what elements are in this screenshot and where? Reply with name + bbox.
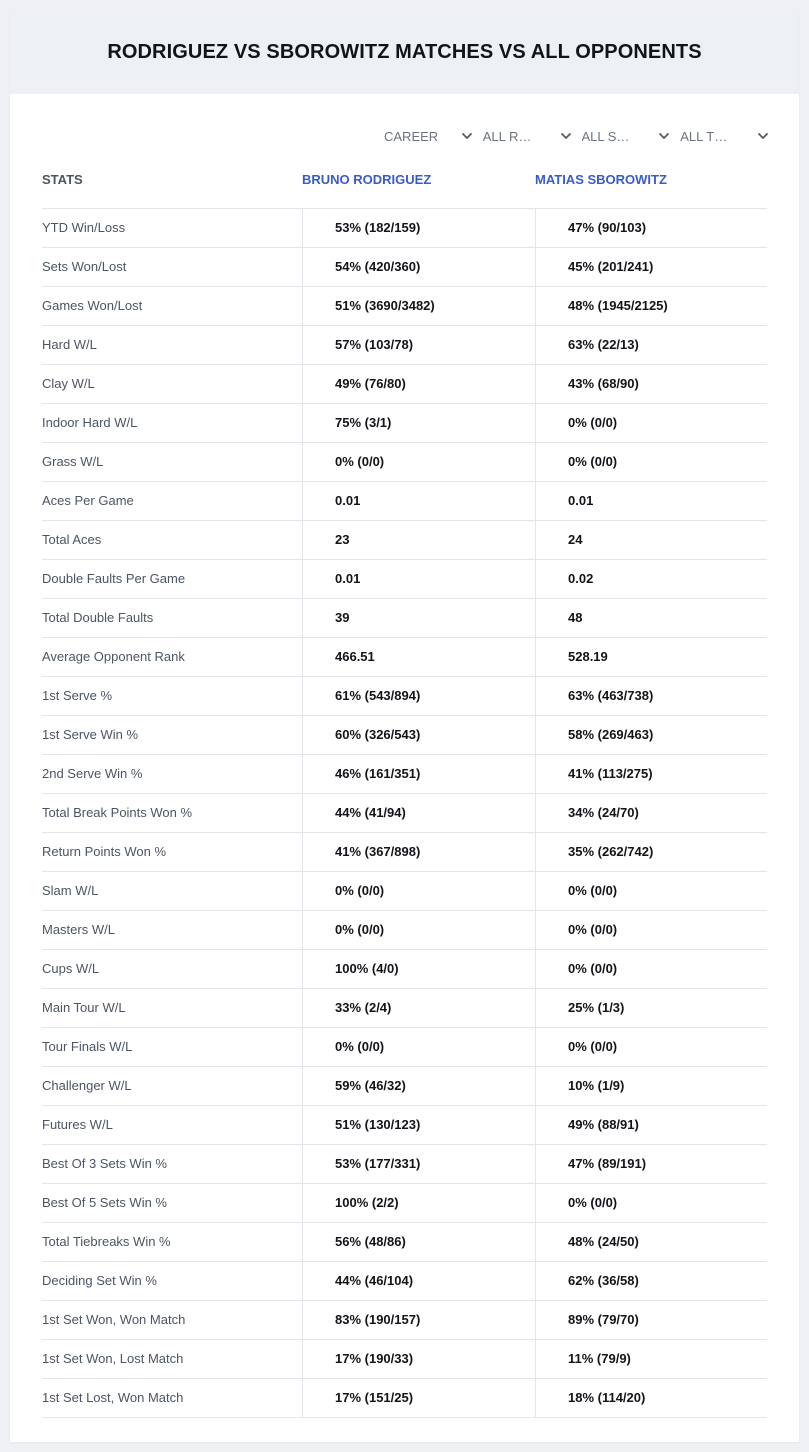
player2-value: 0.02: [535, 560, 767, 598]
stat-label: Return Points Won %: [42, 844, 167, 859]
stat-label: 1st Set Won, Won Match: [42, 1312, 186, 1327]
table-row: [42, 1067, 767, 1106]
table-row: [42, 599, 767, 638]
stat-label: Hard W/L: [42, 337, 97, 352]
stat-label: Best Of 5 Sets Win %: [42, 1195, 167, 1210]
page-title: RODRIGUEZ VS SBOROWITZ MATCHES VS ALL OPPONENTS: [107, 40, 702, 63]
player1-value: 49% (76/80): [302, 365, 535, 403]
stat-label: Slam W/L: [42, 883, 99, 898]
player1-value: 466.51: [302, 638, 535, 676]
table-row: [42, 482, 767, 521]
stat-label: Total Double Faults: [42, 610, 154, 625]
stats-card: [10, 10, 799, 1442]
player1-value: 60% (326/543): [302, 716, 535, 754]
player1-value: 33% (2/4): [302, 989, 535, 1027]
stat-label: Average Opponent Rank: [42, 649, 185, 664]
player1-value: 54% (420/360): [302, 248, 535, 286]
table-row: [42, 716, 767, 755]
table-row: [42, 287, 767, 326]
table-row: [42, 989, 767, 1028]
player1-value: 51% (130/123): [302, 1106, 535, 1144]
player1-value: 23: [302, 521, 535, 559]
player2-value: 41% (113/275): [535, 755, 767, 793]
table-row: [42, 950, 767, 989]
player2-value: 35% (262/742): [535, 833, 767, 871]
player2-value: 48% (24/50): [535, 1223, 767, 1261]
filter-label: CAREER: [384, 129, 439, 144]
filter-label: ALL S…: [581, 129, 630, 144]
player2-value: 0% (0/0): [535, 443, 767, 481]
player2-value: 0.01: [535, 482, 767, 520]
chevron-down-icon: [757, 130, 769, 142]
player2-value: 0% (0/0): [535, 950, 767, 988]
table-row: [42, 404, 767, 443]
player2-value: 25% (1/3): [535, 989, 767, 1027]
stat-label: YTD Win/Loss: [42, 220, 126, 235]
stat-label: 1st Set Lost, Won Match: [42, 1390, 184, 1405]
player2-value: 45% (201/241): [535, 248, 767, 286]
player1-value: 59% (46/32): [302, 1067, 535, 1105]
player1-value: 53% (182/159): [302, 209, 535, 247]
player1-value: 100% (4/0): [302, 950, 535, 988]
player2-value: 0% (0/0): [535, 911, 767, 949]
player1-value: 51% (3690/3482): [302, 287, 535, 325]
player1-value: 0.01: [302, 560, 535, 598]
player1-value: 56% (48/86): [302, 1223, 535, 1261]
stat-label: Cups W/L: [42, 961, 100, 976]
player2-value: 11% (79/9): [535, 1340, 767, 1378]
player2-value: 18% (114/20): [535, 1379, 767, 1417]
stat-label: Total Tiebreaks Win %: [42, 1234, 171, 1249]
player1-value: 100% (2/2): [302, 1184, 535, 1222]
table-row: [42, 365, 767, 404]
player1-value: 17% (151/25): [302, 1379, 535, 1417]
player1-value: 75% (3/1): [302, 404, 535, 442]
filter-label: ALL T…: [680, 129, 728, 144]
player2-value: 34% (24/70): [535, 794, 767, 832]
column-header-stats: STATS: [42, 172, 83, 187]
player1-value: 44% (41/94): [302, 794, 535, 832]
stat-label: Sets Won/Lost: [42, 259, 127, 274]
chevron-down-icon: [560, 130, 572, 142]
player1-value: 0% (0/0): [302, 872, 535, 910]
stat-label: 2nd Serve Win %: [42, 766, 143, 781]
stat-label: Clay W/L: [42, 376, 95, 391]
table-row: [42, 1379, 767, 1418]
player2-value: 49% (88/91): [535, 1106, 767, 1144]
player1-value: 39: [302, 599, 535, 637]
player1-value: 0% (0/0): [302, 1028, 535, 1066]
filter-round-select[interactable]: [483, 126, 572, 146]
player2-value: 89% (79/70): [535, 1301, 767, 1339]
player2-value: 528.19: [535, 638, 767, 676]
filter-label: ALL R…: [482, 129, 532, 144]
stat-label: Main Tour W/L: [42, 1000, 126, 1015]
player2-value: 62% (36/58): [535, 1262, 767, 1300]
player1-value: 0% (0/0): [302, 443, 535, 481]
table-row: [42, 638, 767, 677]
stats-table: [42, 160, 767, 1418]
table-row: [42, 794, 767, 833]
player2-value: 48% (1945/2125): [535, 287, 767, 325]
player2-value: 48: [535, 599, 767, 637]
stat-label: Masters W/L: [42, 922, 115, 937]
player2-value: 43% (68/90): [535, 365, 767, 403]
player2-value: 47% (89/191): [535, 1145, 767, 1183]
stat-label: 1st Set Won, Lost Match: [42, 1351, 184, 1366]
player1-value: 53% (177/331): [302, 1145, 535, 1183]
player1-value: 0% (0/0): [302, 911, 535, 949]
stat-label: Aces Per Game: [42, 493, 134, 508]
stat-label: Challenger W/L: [42, 1078, 132, 1093]
table-row: [42, 1184, 767, 1223]
player1-value: 17% (190/33): [302, 1340, 535, 1378]
player1-value: 46% (161/351): [302, 755, 535, 793]
table-row: [42, 1145, 767, 1184]
player2-value: 63% (22/13): [535, 326, 767, 364]
player2-value: 47% (90/103): [535, 209, 767, 247]
player1-value: 83% (190/157): [302, 1301, 535, 1339]
player1-value: 44% (46/104): [302, 1262, 535, 1300]
table-row: [42, 755, 767, 794]
stat-label: 1st Serve Win %: [42, 727, 139, 742]
stat-label: Deciding Set Win %: [42, 1273, 157, 1288]
player2-link[interactable]: MATIAS SBOROWITZ: [535, 172, 667, 187]
table-row: [42, 1301, 767, 1340]
stat-label: Futures W/L: [42, 1117, 113, 1132]
player1-link[interactable]: BRUNO RODRIGUEZ: [302, 172, 432, 187]
stat-label: Double Faults Per Game: [42, 571, 186, 586]
stat-label: 1st Serve %: [42, 688, 113, 703]
table-row: [42, 677, 767, 716]
player1-value: 41% (367/898): [302, 833, 535, 871]
player2-value: 0% (0/0): [535, 1028, 767, 1066]
table-header: [42, 160, 767, 209]
player1-value: 0.01: [302, 482, 535, 520]
player2-value: 63% (463/738): [535, 677, 767, 715]
stat-label: Total Break Points Won %: [42, 805, 193, 820]
stat-label: Best Of 3 Sets Win %: [42, 1156, 167, 1171]
table-row: [42, 833, 767, 872]
filter-tournament-select[interactable]: [680, 126, 769, 146]
table-body: [42, 209, 767, 1418]
table-row: [42, 872, 767, 911]
chevron-down-icon: [658, 130, 670, 142]
player1-value: 57% (103/78): [302, 326, 535, 364]
table-row: [42, 911, 767, 950]
player2-value: 10% (1/9): [535, 1067, 767, 1105]
player2-value: 0% (0/0): [535, 1184, 767, 1222]
table-row: [42, 209, 767, 248]
player1-value: 61% (543/894): [302, 677, 535, 715]
table-row: [42, 443, 767, 482]
card-header: [10, 10, 799, 94]
chevron-down-icon: [461, 130, 473, 142]
stat-label: Indoor Hard W/L: [42, 415, 138, 430]
table-row: [42, 521, 767, 560]
table-row: [42, 1028, 767, 1067]
table-row: [42, 248, 767, 287]
filter-period-select[interactable]: [384, 126, 473, 146]
table-row: [42, 1262, 767, 1301]
player2-value: 0% (0/0): [535, 404, 767, 442]
table-row: [42, 1223, 767, 1262]
stat-label: Tour Finals W/L: [42, 1039, 133, 1054]
stat-label: Grass W/L: [42, 454, 104, 469]
stat-label: Total Aces: [42, 532, 102, 547]
filter-surface-select[interactable]: [582, 126, 671, 146]
table-row: [42, 1340, 767, 1379]
player2-value: 24: [535, 521, 767, 559]
player2-value: 58% (269/463): [535, 716, 767, 754]
table-row: [42, 560, 767, 599]
stat-label: Games Won/Lost: [42, 298, 143, 313]
table-row: [42, 326, 767, 365]
filter-bar: [384, 126, 769, 146]
table-row: [42, 1106, 767, 1145]
player2-value: 0% (0/0): [535, 872, 767, 910]
